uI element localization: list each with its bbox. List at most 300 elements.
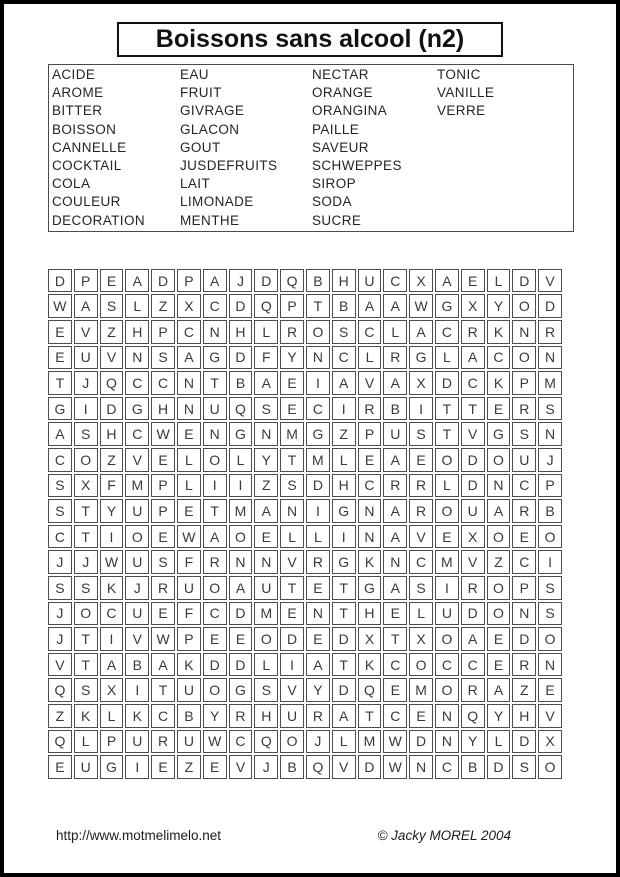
grid-cell-r11-c17: X (461, 525, 485, 549)
grid-cell-r5-c9: A (254, 371, 278, 395)
word-item: TONIC (437, 67, 481, 82)
word-item: COULEUR (52, 194, 121, 210)
grid-cell-r10-c6: E (177, 499, 201, 523)
grid-cell-r7-c19: S (512, 422, 536, 446)
grid-cell-r9-c16: L (435, 474, 459, 498)
grid-cell-r18-c17: Q (461, 704, 485, 728)
grid-cell-r19-c19: D (512, 730, 536, 754)
grid-cell-r15-c15: X (409, 627, 433, 651)
grid-cell-r2-c11: T (306, 294, 330, 318)
grid-cell-r12-c4: U (125, 550, 149, 574)
grid-cell-r16-c5: A (151, 653, 175, 677)
grid-cell-r12-c1: J (48, 550, 72, 574)
grid-cell-r15-c14: T (383, 627, 407, 651)
grid-cell-r20-c14: W (383, 755, 407, 779)
grid-cell-r10-c15: R (409, 499, 433, 523)
grid-cell-r5-c19: P (512, 371, 536, 395)
grid-cell-r6-c3: D (100, 397, 124, 421)
grid-cell-r16-c13: K (358, 653, 382, 677)
grid-cell-r3-c15: A (409, 320, 433, 344)
grid-cell-r4-c9: F (254, 346, 278, 370)
grid-cell-r10-c19: R (512, 499, 536, 523)
grid-cell-r1-c20: V (538, 269, 562, 293)
grid-cell-r12-c11: R (306, 550, 330, 574)
grid-cell-r1-c14: C (383, 269, 407, 293)
grid-cell-r14-c10: E (280, 602, 304, 626)
grid-cell-r13-c18: O (487, 576, 511, 600)
grid-cell-r11-c12: I (332, 525, 356, 549)
grid-cell-r9-c9: Z (254, 474, 278, 498)
grid-cell-r13-c19: P (512, 576, 536, 600)
grid-cell-r19-c2: L (74, 730, 98, 754)
grid-cell-r7-c16: T (435, 422, 459, 446)
grid-cell-r16-c3: A (100, 653, 124, 677)
word-item: FRUIT (180, 85, 222, 101)
grid-cell-r11-c10: L (280, 525, 304, 549)
grid-cell-r19-c4: U (125, 730, 149, 754)
grid-cell-r9-c15: R (409, 474, 433, 498)
grid-cell-r17-c17: R (461, 678, 485, 702)
grid-cell-r19-c9: Q (254, 730, 278, 754)
grid-cell-r1-c17: E (461, 269, 485, 293)
grid-cell-r17-c13: Q (358, 678, 382, 702)
grid-cell-r19-c17: Y (461, 730, 485, 754)
grid-cell-r3-c1: E (48, 320, 72, 344)
word-item: GOUT (180, 139, 221, 155)
grid-cell-r2-c2: A (74, 294, 98, 318)
grid-cell-r19-c8: C (229, 730, 253, 754)
grid-cell-r14-c5: E (151, 602, 175, 626)
grid-cell-r20-c18: D (487, 755, 511, 779)
grid-cell-r20-c19: S (512, 755, 536, 779)
grid-cell-r7-c13: P (358, 422, 382, 446)
grid-cell-r20-c20: O (538, 755, 562, 779)
grid-cell-r5-c11: I (306, 371, 330, 395)
grid-cell-r6-c7: U (203, 397, 227, 421)
grid-cell-r20-c15: N (409, 755, 433, 779)
grid-cell-r4-c11: N (306, 346, 330, 370)
grid-cell-r18-c4: K (125, 704, 149, 728)
grid-cell-r19-c18: L (487, 730, 511, 754)
grid-cell-r10-c7: T (203, 499, 227, 523)
grid-cell-r4-c20: N (538, 346, 562, 370)
word-item: GIVRAGE (180, 103, 245, 119)
grid-cell-r9-c18: N (487, 474, 511, 498)
word-item: VERRE (437, 103, 486, 119)
grid-cell-r16-c19: R (512, 653, 536, 677)
grid-cell-r20-c4: I (125, 755, 149, 779)
grid-cell-r9-c11: D (306, 474, 330, 498)
grid-cell-r19-c1: Q (48, 730, 72, 754)
grid-cell-r5-c2: J (74, 371, 98, 395)
grid-cell-r15-c17: A (461, 627, 485, 651)
grid-cell-r13-c10: T (280, 576, 304, 600)
grid-cell-r3-c12: S (332, 320, 356, 344)
grid-cell-r14-c12: T (332, 602, 356, 626)
grid-cell-r15-c12: D (332, 627, 356, 651)
grid-cell-r3-c5: P (151, 320, 175, 344)
grid-cell-r5-c16: D (435, 371, 459, 395)
grid-cell-r2-c19: O (512, 294, 536, 318)
grid-cell-r5-c14: A (383, 371, 407, 395)
grid-cell-r9-c5: P (151, 474, 175, 498)
grid-cell-r14-c9: M (254, 602, 278, 626)
grid-cell-r6-c20: S (538, 397, 562, 421)
grid-cell-r4-c3: V (100, 346, 124, 370)
grid-cell-r12-c8: N (229, 550, 253, 574)
grid-cell-r14-c4: U (125, 602, 149, 626)
grid-cell-r7-c14: U (383, 422, 407, 446)
grid-cell-r13-c14: A (383, 576, 407, 600)
grid-cell-r8-c3: Z (100, 448, 124, 472)
grid-cell-r6-c11: C (306, 397, 330, 421)
grid-cell-r6-c10: E (280, 397, 304, 421)
grid-cell-r19-c11: J (306, 730, 330, 754)
grid-cell-r5-c3: Q (100, 371, 124, 395)
grid-cell-r12-c20: I (538, 550, 562, 574)
grid-cell-r1-c7: A (203, 269, 227, 293)
grid-cell-r16-c7: D (203, 653, 227, 677)
grid-cell-r18-c10: U (280, 704, 304, 728)
grid-cell-r18-c15: E (409, 704, 433, 728)
grid-cell-r2-c20: D (538, 294, 562, 318)
grid-cell-r10-c16: O (435, 499, 459, 523)
grid-cell-r5-c20: M (538, 371, 562, 395)
grid-cell-r12-c3: W (100, 550, 124, 574)
grid-cell-r7-c1: A (48, 422, 72, 446)
grid-cell-r12-c15: C (409, 550, 433, 574)
grid-cell-r20-c13: D (358, 755, 382, 779)
grid-cell-r7-c6: E (177, 422, 201, 446)
grid-cell-r9-c19: C (512, 474, 536, 498)
grid-cell-r16-c12: T (332, 653, 356, 677)
grid-cell-r2-c8: D (229, 294, 253, 318)
grid-cell-r5-c12: A (332, 371, 356, 395)
grid-cell-r4-c17: A (461, 346, 485, 370)
grid-cell-r5-c13: V (358, 371, 382, 395)
grid-cell-r6-c13: R (358, 397, 382, 421)
grid-cell-r9-c2: X (74, 474, 98, 498)
grid-cell-r2-c13: A (358, 294, 382, 318)
grid-cell-r14-c19: N (512, 602, 536, 626)
grid-cell-r13-c16: I (435, 576, 459, 600)
grid-cell-r14-c13: H (358, 602, 382, 626)
grid-cell-r14-c20: S (538, 602, 562, 626)
grid-cell-r8-c20: J (538, 448, 562, 472)
grid-cell-r3-c14: L (383, 320, 407, 344)
grid-cell-r13-c3: K (100, 576, 124, 600)
footer-copyright: © Jacky MOREL 2004 (377, 828, 511, 843)
grid-cell-r19-c15: D (409, 730, 433, 754)
grid-cell-r13-c17: R (461, 576, 485, 600)
grid-cell-r15-c11: E (306, 627, 330, 651)
grid-cell-r10-c3: Y (100, 499, 124, 523)
grid-cell-r19-c16: N (435, 730, 459, 754)
grid-cell-r5-c7: T (203, 371, 227, 395)
grid-cell-r9-c10: S (280, 474, 304, 498)
grid-cell-r2-c5: Z (151, 294, 175, 318)
grid-cell-r10-c13: N (358, 499, 382, 523)
word-item: GLACON (180, 121, 240, 137)
grid-cell-r13-c20: S (538, 576, 562, 600)
grid-cell-r7-c8: G (229, 422, 253, 446)
grid-cell-r2-c10: P (280, 294, 304, 318)
grid-cell-r17-c9: S (254, 678, 278, 702)
grid-cell-r18-c11: R (306, 704, 330, 728)
grid-cell-r20-c17: B (461, 755, 485, 779)
grid-cell-r19-c3: P (100, 730, 124, 754)
grid-cell-r18-c20: V (538, 704, 562, 728)
grid-cell-r18-c7: Y (203, 704, 227, 728)
grid-cell-r16-c15: O (409, 653, 433, 677)
grid-cell-r12-c18: Z (487, 550, 511, 574)
grid-cell-r14-c3: C (100, 602, 124, 626)
grid-cell-r8-c6: L (177, 448, 201, 472)
grid-cell-r3-c8: H (229, 320, 253, 344)
grid-cell-r17-c10: V (280, 678, 304, 702)
grid-cell-r20-c9: J (254, 755, 278, 779)
grid-cell-r6-c15: I (409, 397, 433, 421)
grid-cell-r13-c1: S (48, 576, 72, 600)
grid-cell-r6-c5: H (151, 397, 175, 421)
grid-cell-r20-c12: V (332, 755, 356, 779)
grid-cell-r11-c8: O (229, 525, 253, 549)
grid-cell-r20-c3: G (100, 755, 124, 779)
grid-cell-r4-c18: C (487, 346, 511, 370)
grid-cell-r17-c4: I (125, 678, 149, 702)
grid-cell-r15-c2: T (74, 627, 98, 651)
word-item: ORANGE (312, 85, 373, 101)
grid-cell-r17-c1: Q (48, 678, 72, 702)
grid-cell-r4-c4: N (125, 346, 149, 370)
grid-cell-r19-c12: L (332, 730, 356, 754)
grid-cell-r12-c10: V (280, 550, 304, 574)
grid-cell-r18-c16: N (435, 704, 459, 728)
grid-cell-r11-c15: V (409, 525, 433, 549)
grid-cell-r14-c1: J (48, 602, 72, 626)
grid-cell-r3-c9: L (254, 320, 278, 344)
grid-cell-r15-c19: D (512, 627, 536, 651)
grid-cell-r13-c7: O (203, 576, 227, 600)
grid-cell-r7-c5: W (151, 422, 175, 446)
grid-cell-r6-c12: I (332, 397, 356, 421)
grid-cell-r19-c6: U (177, 730, 201, 754)
grid-cell-r7-c4: C (125, 422, 149, 446)
grid-cell-r3-c6: C (177, 320, 201, 344)
grid-cell-r2-c9: Q (254, 294, 278, 318)
grid-cell-r17-c8: G (229, 678, 253, 702)
word-item: VANILLE (437, 85, 495, 101)
grid-cell-r3-c4: H (125, 320, 149, 344)
grid-cell-r2-c16: G (435, 294, 459, 318)
grid-cell-r6-c8: Q (229, 397, 253, 421)
grid-cell-r4-c16: L (435, 346, 459, 370)
grid-cell-r8-c12: L (332, 448, 356, 472)
word-item: MENTHE (180, 212, 240, 228)
grid-cell-r2-c4: L (125, 294, 149, 318)
grid-cell-r4-c13: L (358, 346, 382, 370)
grid-cell-r14-c17: D (461, 602, 485, 626)
grid-cell-r13-c9: U (254, 576, 278, 600)
grid-cell-r3-c10: R (280, 320, 304, 344)
grid-cell-r10-c2: T (74, 499, 98, 523)
grid-cell-r8-c11: M (306, 448, 330, 472)
grid-cell-r10-c5: P (151, 499, 175, 523)
grid-cell-r8-c18: O (487, 448, 511, 472)
grid-cell-r2-c15: W (409, 294, 433, 318)
grid-cell-r13-c15: S (409, 576, 433, 600)
grid-cell-r1-c19: D (512, 269, 536, 293)
grid-cell-r13-c12: T (332, 576, 356, 600)
grid-cell-r9-c13: C (358, 474, 382, 498)
grid-cell-r12-c13: K (358, 550, 382, 574)
grid-cell-r7-c2: S (74, 422, 98, 446)
grid-cell-r8-c2: O (74, 448, 98, 472)
grid-cell-r2-c17: X (461, 294, 485, 318)
grid-cell-r8-c10: T (280, 448, 304, 472)
grid-cell-r1-c16: A (435, 269, 459, 293)
grid-cell-r14-c7: C (203, 602, 227, 626)
grid-cell-r17-c19: Z (512, 678, 536, 702)
grid-cell-r8-c15: E (409, 448, 433, 472)
word-list-column-4 (437, 66, 573, 230)
grid-cell-r11-c9: E (254, 525, 278, 549)
grid-cell-r13-c11: E (306, 576, 330, 600)
grid-cell-r11-c5: E (151, 525, 175, 549)
grid-cell-r3-c7: N (203, 320, 227, 344)
word-list-column-3 (312, 66, 437, 230)
word-item: SIROP (312, 176, 357, 192)
grid-cell-r2-c1: W (48, 294, 72, 318)
grid-cell-r3-c18: K (487, 320, 511, 344)
grid-cell-r16-c1: V (48, 653, 72, 677)
grid-cell-r7-c11: G (306, 422, 330, 446)
grid-cell-r9-c6: L (177, 474, 201, 498)
grid-cell-r17-c7: O (203, 678, 227, 702)
grid-cell-r11-c13: N (358, 525, 382, 549)
grid-cell-r9-c1: S (48, 474, 72, 498)
grid-cell-r1-c12: H (332, 269, 356, 293)
grid-cell-r17-c2: S (74, 678, 98, 702)
grid-cell-r3-c20: R (538, 320, 562, 344)
grid-cell-r15-c20: O (538, 627, 562, 651)
grid-cell-r6-c14: B (383, 397, 407, 421)
grid-cell-r13-c5: R (151, 576, 175, 600)
grid-cell-r3-c3: Z (100, 320, 124, 344)
word-item: SUCRE (312, 212, 362, 228)
grid-cell-r4-c7: G (203, 346, 227, 370)
grid-cell-r18-c9: H (254, 704, 278, 728)
grid-cell-r10-c10: N (280, 499, 304, 523)
grid-cell-r7-c20: N (538, 422, 562, 446)
grid-cell-r18-c13: T (358, 704, 382, 728)
grid-cell-r17-c5: T (151, 678, 175, 702)
grid-cell-r17-c15: M (409, 678, 433, 702)
grid-cell-r20-c5: E (151, 755, 175, 779)
grid-cell-r4-c6: A (177, 346, 201, 370)
grid-cell-r11-c20: O (538, 525, 562, 549)
word-item: COCKTAIL (52, 158, 122, 174)
grid-cell-r1-c10: Q (280, 269, 304, 293)
grid-cell-r16-c2: T (74, 653, 98, 677)
grid-cell-r19-c20: X (538, 730, 562, 754)
grid-cell-r10-c12: G (332, 499, 356, 523)
grid-cell-r19-c5: R (151, 730, 175, 754)
grid-cell-r6-c4: G (125, 397, 149, 421)
grid-cell-r9-c14: R (383, 474, 407, 498)
letter-grid (48, 269, 562, 779)
grid-cell-r16-c6: K (177, 653, 201, 677)
word-item: PAILLE (312, 121, 360, 137)
grid-cell-r12-c2: J (74, 550, 98, 574)
grid-cell-r6-c9: S (254, 397, 278, 421)
grid-cell-r14-c16: U (435, 602, 459, 626)
word-item: SAVEUR (312, 139, 369, 155)
grid-cell-r12-c5: S (151, 550, 175, 574)
grid-cell-r15-c1: J (48, 627, 72, 651)
grid-cell-r2-c18: Y (487, 294, 511, 318)
grid-cell-r17-c14: E (383, 678, 407, 702)
grid-cell-r10-c1: S (48, 499, 72, 523)
footer-url: http://www.motmelimelo.net (56, 828, 222, 843)
grid-cell-r6-c16: T (435, 397, 459, 421)
grid-cell-r16-c14: C (383, 653, 407, 677)
grid-cell-r1-c3: E (100, 269, 124, 293)
grid-cell-r18-c14: C (383, 704, 407, 728)
grid-cell-r1-c15: X (409, 269, 433, 293)
grid-cell-r10-c14: A (383, 499, 407, 523)
grid-cell-r5-c4: C (125, 371, 149, 395)
grid-cell-r6-c17: T (461, 397, 485, 421)
grid-cell-r16-c16: C (435, 653, 459, 677)
grid-cell-r15-c4: V (125, 627, 149, 651)
grid-cell-r7-c10: M (280, 422, 304, 446)
grid-cell-r7-c18: G (487, 422, 511, 446)
grid-cell-r14-c2: O (74, 602, 98, 626)
grid-cell-r18-c2: K (74, 704, 98, 728)
grid-cell-r4-c15: G (409, 346, 433, 370)
word-item: COLA (52, 176, 91, 192)
grid-cell-r9-c7: I (203, 474, 227, 498)
word-item: ACIDE (52, 67, 96, 82)
grid-cell-r14-c8: D (229, 602, 253, 626)
grid-cell-r12-c9: N (254, 550, 278, 574)
grid-cell-r19-c13: M (358, 730, 382, 754)
grid-cell-r12-c17: V (461, 550, 485, 574)
grid-cell-r14-c15: L (409, 602, 433, 626)
grid-cell-r1-c6: P (177, 269, 201, 293)
grid-cell-r11-c4: O (125, 525, 149, 549)
grid-cell-r12-c6: F (177, 550, 201, 574)
grid-cell-r5-c5: C (151, 371, 175, 395)
grid-cell-r14-c18: O (487, 602, 511, 626)
grid-cell-r1-c5: D (151, 269, 175, 293)
grid-cell-r3-c19: N (512, 320, 536, 344)
word-item: LAIT (180, 176, 211, 192)
grid-cell-r10-c4: U (125, 499, 149, 523)
grid-cell-r5-c17: C (461, 371, 485, 395)
grid-cell-r4-c1: E (48, 346, 72, 370)
grid-cell-r10-c11: I (306, 499, 330, 523)
grid-cell-r4-c12: C (332, 346, 356, 370)
grid-cell-r16-c11: A (306, 653, 330, 677)
grid-cell-r5-c1: T (48, 371, 72, 395)
grid-cell-r11-c14: A (383, 525, 407, 549)
grid-cell-r2-c12: B (332, 294, 356, 318)
grid-cell-r6-c2: I (74, 397, 98, 421)
grid-cell-r18-c3: L (100, 704, 124, 728)
grid-cell-r1-c8: J (229, 269, 253, 293)
